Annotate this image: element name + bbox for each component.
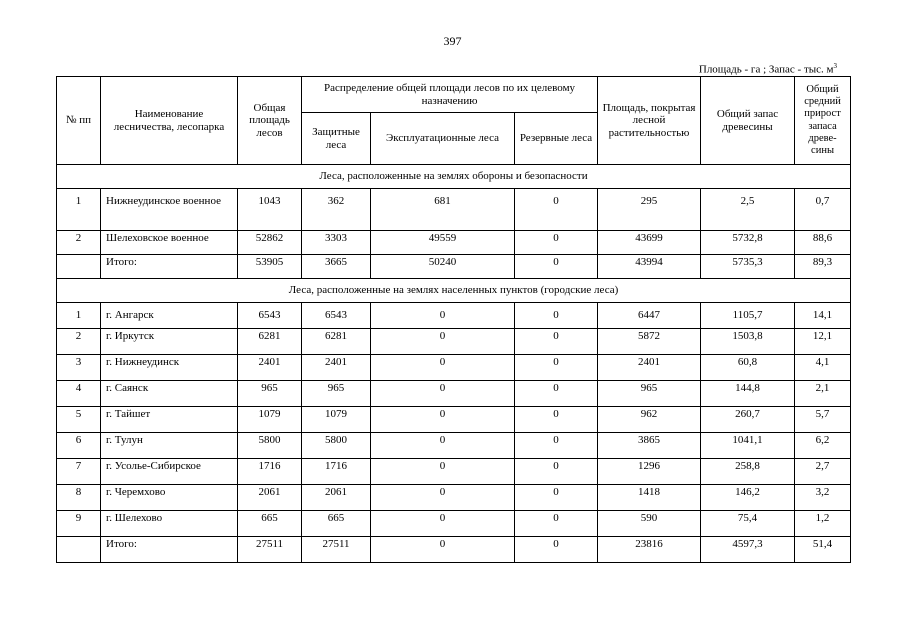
cell-num: 8	[57, 485, 101, 511]
cell-stock: 144,8	[701, 381, 795, 407]
table-row	[57, 459, 851, 485]
cell-stock: 60,8	[701, 355, 795, 381]
units-text: Площадь - га ; Запас - тыс. м	[698, 63, 834, 76]
cell-growth: 5,7	[795, 407, 851, 433]
cell-num: 1	[57, 303, 101, 329]
table-row	[57, 381, 851, 407]
cell-growth: 88,6	[795, 231, 851, 255]
page-number: 397	[443, 34, 462, 48]
cell-exploitation: 0	[371, 459, 515, 485]
cell-growth: 12,1	[795, 329, 851, 355]
cell-protective: 6543	[302, 303, 371, 329]
header-stock: Общий запас древесины	[701, 77, 795, 165]
cell-total-area: 665	[238, 511, 302, 537]
cell-total-area: 1079	[238, 407, 302, 433]
cell-stock: 258,8	[701, 459, 795, 485]
cell-name: г. Тулун	[101, 433, 238, 459]
cell-name: г. Нижнеудинск	[101, 355, 238, 381]
cell-total-area: 1043	[238, 189, 302, 231]
cell-stock: 146,2	[701, 485, 795, 511]
cell-total-area: 2061	[238, 485, 302, 511]
cell-name: г. Саянск	[101, 381, 238, 407]
cell-reserve: 0	[515, 303, 598, 329]
cell-total-area: 1716	[238, 459, 302, 485]
table-row	[57, 303, 851, 329]
forest-table	[56, 76, 851, 563]
units-superscript: 3	[833, 62, 837, 70]
cell-exploitation: 0	[371, 485, 515, 511]
table-header	[57, 77, 851, 165]
header-name: Наименование лесничества, лесопарка	[101, 77, 238, 165]
cell-num: 3	[57, 355, 101, 381]
table-row	[57, 511, 851, 537]
cell-reserve: 0	[515, 189, 598, 231]
cell-exploitation: 0	[371, 303, 515, 329]
table-row	[57, 407, 851, 433]
cell-total-area: 2401	[238, 355, 302, 381]
cell-exploitation: 0	[371, 537, 515, 563]
cell-covered: 6447	[598, 303, 701, 329]
cell-num: 2	[57, 329, 101, 355]
cell-growth: 1,2	[795, 511, 851, 537]
cell-name: г. Иркутск	[101, 329, 238, 355]
cell-num	[57, 255, 101, 279]
cell-covered: 23816	[598, 537, 701, 563]
cell-covered: 43994	[598, 255, 701, 279]
table-row	[57, 255, 851, 279]
cell-covered: 5872	[598, 329, 701, 355]
cell-growth: 4,1	[795, 355, 851, 381]
cell-growth: 89,3	[795, 255, 851, 279]
cell-protective: 2061	[302, 485, 371, 511]
cell-reserve: 0	[515, 407, 598, 433]
cell-protective: 1079	[302, 407, 371, 433]
cell-exploitation: 0	[371, 433, 515, 459]
cell-name: г. Ангарск	[101, 303, 238, 329]
cell-name: г. Тайшет	[101, 407, 238, 433]
cell-name: Итого:	[101, 537, 238, 563]
cell-protective: 3303	[302, 231, 371, 255]
cell-name: г. Шелехово	[101, 511, 238, 537]
cell-covered: 3865	[598, 433, 701, 459]
cell-total-area: 53905	[238, 255, 302, 279]
cell-exploitation: 0	[371, 355, 515, 381]
cell-protective: 5800	[302, 433, 371, 459]
cell-covered: 43699	[598, 231, 701, 255]
cell-name: г. Черемхово	[101, 485, 238, 511]
cell-exploitation: 0	[371, 511, 515, 537]
cell-stock: 260,7	[701, 407, 795, 433]
table-row	[57, 355, 851, 381]
cell-protective: 6281	[302, 329, 371, 355]
cell-growth: 2,7	[795, 459, 851, 485]
cell-covered: 590	[598, 511, 701, 537]
cell-covered: 2401	[598, 355, 701, 381]
header-total-area: Общая площадь лесов	[238, 77, 302, 165]
units-note	[699, 62, 837, 76]
cell-stock: 5732,8	[701, 231, 795, 255]
cell-exploitation: 50240	[371, 255, 515, 279]
table-row	[57, 485, 851, 511]
cell-stock: 1503,8	[701, 329, 795, 355]
cell-covered: 295	[598, 189, 701, 231]
cell-reserve: 0	[515, 485, 598, 511]
cell-exploitation: 0	[371, 381, 515, 407]
cell-reserve: 0	[515, 231, 598, 255]
cell-total-area: 6281	[238, 329, 302, 355]
cell-reserve: 0	[515, 355, 598, 381]
cell-total-area: 27511	[238, 537, 302, 563]
table-row	[57, 329, 851, 355]
cell-num	[57, 537, 101, 563]
cell-reserve: 0	[515, 255, 598, 279]
header-covered: Площадь, покрытая лесной растительностью	[598, 77, 701, 165]
cell-growth: 51,4	[795, 537, 851, 563]
section-row	[57, 279, 851, 303]
cell-total-area: 965	[238, 381, 302, 407]
cell-stock: 4597,3	[701, 537, 795, 563]
cell-stock: 1105,7	[701, 303, 795, 329]
cell-growth: 14,1	[795, 303, 851, 329]
section-title: Леса, расположенные на землях населенных пунктов (городские леса)	[57, 279, 851, 303]
cell-total-area: 52862	[238, 231, 302, 255]
cell-exploitation: 49559	[371, 231, 515, 255]
cell-num: 1	[57, 189, 101, 231]
cell-stock: 75,4	[701, 511, 795, 537]
header-num: № пп	[57, 77, 101, 165]
cell-reserve: 0	[515, 433, 598, 459]
cell-reserve: 0	[515, 537, 598, 563]
table-row	[57, 189, 851, 231]
cell-exploitation: 0	[371, 329, 515, 355]
cell-protective: 665	[302, 511, 371, 537]
cell-reserve: 0	[515, 329, 598, 355]
cell-exploitation: 0	[371, 407, 515, 433]
cell-protective: 1716	[302, 459, 371, 485]
cell-stock: 5735,3	[701, 255, 795, 279]
cell-num: 2	[57, 231, 101, 255]
cell-protective: 965	[302, 381, 371, 407]
cell-protective: 2401	[302, 355, 371, 381]
header-growth: Общий средний прирост запаса древе-сины	[795, 77, 851, 165]
cell-growth: 0,7	[795, 189, 851, 231]
cell-covered: 962	[598, 407, 701, 433]
cell-num: 5	[57, 407, 101, 433]
cell-reserve: 0	[515, 511, 598, 537]
cell-growth: 3,2	[795, 485, 851, 511]
cell-name: Итого:	[101, 255, 238, 279]
cell-stock: 2,5	[701, 189, 795, 231]
cell-name: Нижнеудинское военное	[101, 189, 238, 231]
cell-covered: 965	[598, 381, 701, 407]
cell-num: 4	[57, 381, 101, 407]
cell-total-area: 6543	[238, 303, 302, 329]
cell-reserve: 0	[515, 459, 598, 485]
cell-num: 6	[57, 433, 101, 459]
cell-exploitation: 681	[371, 189, 515, 231]
table-body	[57, 165, 851, 563]
table-row	[57, 231, 851, 255]
cell-covered: 1296	[598, 459, 701, 485]
table-row	[57, 537, 851, 563]
cell-protective: 27511	[302, 537, 371, 563]
cell-stock: 1041,1	[701, 433, 795, 459]
cell-covered: 1418	[598, 485, 701, 511]
cell-protective: 3665	[302, 255, 371, 279]
cell-growth: 2,1	[795, 381, 851, 407]
section-title: Леса, расположенные на землях обороны и безопасности	[57, 165, 851, 189]
header-exploitation: Эксплуатационные леса	[371, 113, 515, 165]
cell-total-area: 5800	[238, 433, 302, 459]
header-reserve: Резервные леса	[515, 113, 598, 165]
cell-growth: 6,2	[795, 433, 851, 459]
header-protective: Защитные леса	[302, 113, 371, 165]
header-distribution: Распределение общей площади лесов по их целевому назначению	[302, 77, 598, 113]
table-row	[57, 433, 851, 459]
cell-name: Шелеховское военное	[101, 231, 238, 255]
cell-name: г. Усолье-Сибирское	[101, 459, 238, 485]
cell-protective: 362	[302, 189, 371, 231]
cell-num: 9	[57, 511, 101, 537]
cell-num: 7	[57, 459, 101, 485]
cell-reserve: 0	[515, 381, 598, 407]
section-row	[57, 165, 851, 189]
